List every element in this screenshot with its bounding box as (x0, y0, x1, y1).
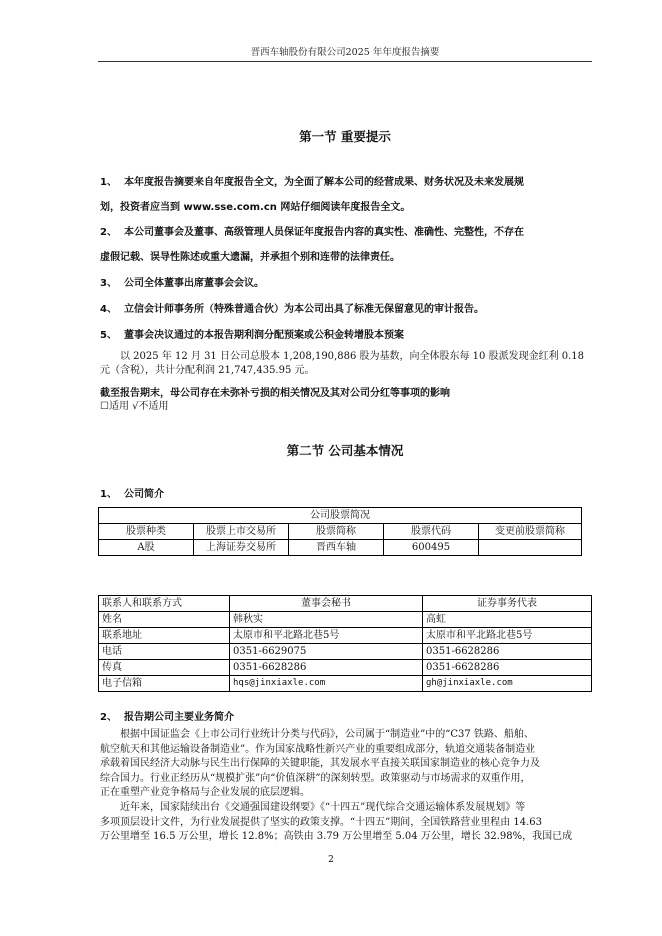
notice-item-text: 立信会计师事务所（特殊普通合伙）为本公司出具了标准无保留意见的审计报告。 (124, 304, 484, 315)
table-header-cell: 联系人和联系方式 (99, 596, 230, 612)
notice-item-5 (100, 323, 592, 348)
table-cell: 太原市和平北路北巷5号 (230, 628, 423, 644)
table-header-cell: 股票上市交易所 (194, 524, 289, 540)
dividend-plan-line2: 元（含税），共计分配利润 21,747,435.95 元。 (100, 365, 315, 376)
table-cell: 韩秋实 (230, 612, 423, 628)
table-row (99, 628, 592, 644)
notice-item-text-cont: 划，投资者应当到 www.sse.com.cn 网站仔细阅读年度报告全文。 (100, 202, 411, 213)
running-header: 晋西车轴股份有限公司2025 年年度报告摘要 (250, 47, 440, 58)
dividend-plan-line1: 以 2025 年 12 月 31 日公司总股本 1,208,190,886 股为基数，向全体股东每 10 股派发现金红利 0.18 (120, 351, 585, 362)
notice-item-number: 2、 (100, 227, 117, 238)
loss-heading: 截至报告期末，母公司存在未弥补亏损的相关情况及其对公司分红等事项的影响 (100, 388, 450, 399)
table-cell: 0351-6628286 (230, 660, 423, 676)
table-cell: 高虹 (423, 612, 592, 628)
notice-item-text: 本年度报告摘要来自年度报告全文，为全面了解本公司的经营成果、财务状况及未来发展规 (124, 177, 524, 188)
notice-item-3 (100, 271, 592, 296)
contact-info-table (98, 595, 592, 692)
table-cell: 600495 (384, 540, 479, 556)
subsection-company-profile (100, 482, 592, 507)
paragraph-line: 正在重塑产业竞争格局与企业发展的底层逻辑。 (100, 787, 310, 798)
table-cell: 姓名 (99, 612, 230, 628)
subsection-label: 公司简介 (124, 489, 164, 500)
subsection-business-overview (100, 705, 592, 730)
table-cell: 电子信箱 (99, 676, 230, 692)
table-header-cell: 股票种类 (99, 524, 194, 540)
business-paragraph-2 (100, 801, 592, 845)
paragraph-line: 综合国力。行业正经历从“规模扩张”向“价值深耕”的深刻转型。政策驱动与市场需求的双重作用， (100, 772, 531, 784)
page-number: 2 (328, 855, 334, 865)
dividend-plan (100, 350, 592, 378)
table-header-row (99, 524, 582, 540)
table-row (99, 676, 592, 692)
paragraph-line: 承载着国民经济大动脉与民生出行保障的关键职能，其发展水平直接关联国家制造业的核心竞争力及 (100, 758, 540, 769)
table-cell: 传真 (99, 660, 230, 676)
table-cell: 电话 (99, 644, 230, 660)
table-cell: 联系地址 (99, 628, 230, 644)
table-cell (479, 540, 582, 556)
notice-item-1 (100, 170, 592, 220)
business-paragraph-1 (100, 728, 592, 801)
notice-item-4 (100, 297, 592, 322)
notice-item-text: 公司全体董事出席董事会会议。 (124, 278, 264, 289)
table-cell: A股 (99, 540, 194, 556)
table-header-cell: 证券事务代表 (423, 596, 592, 612)
notice-item-text: 董事会决议通过的本报告期利润分配预案或公积金转增股本预案 (124, 330, 404, 341)
table-row (99, 644, 592, 660)
section2-title: 第二节 公司基本情况 (286, 443, 404, 458)
subsection-number: 1、 (100, 489, 117, 500)
paragraph-line: 万公里增至 16.5 万公里，增长 12.8%；高铁由 3.79 万公里增至 5.04 万公里，增长 32.98%，我国已成 (100, 831, 573, 842)
table-header-cell: 变更前股票简称 (479, 524, 582, 540)
table-row (99, 540, 582, 556)
notice-item-number: 5、 (100, 330, 117, 341)
stock-overview-table (98, 507, 582, 556)
header-divider (98, 61, 592, 62)
notice-item-number: 3、 (100, 278, 117, 289)
notice-item-text: 本公司董事会及董事、高级管理人员保证年度报告内容的真实性、准确性、完整性，不存在 (124, 227, 524, 238)
table-row (99, 612, 592, 628)
email-link[interactable]: gh@jinxiaxle.com (423, 676, 592, 692)
notice-item-2 (100, 220, 592, 270)
paragraph-line: 根据中国证监会《上市公司行业统计分类与代码》，公司属于“制造业”中的“C37 铁路、船舶、 (100, 729, 534, 740)
table-header-cell: 股票代码 (384, 524, 479, 540)
notice-item-number: 1、 (100, 177, 117, 188)
applicable-checkbox-line: ☐适用 √不适用 (100, 401, 169, 412)
paragraph-line: 近年来，国家陆续出台《交通强国建设纲要》《“十四五”现代综合交通运输体系发展规划》等 (100, 802, 526, 813)
table-header-row (99, 596, 592, 612)
table-header-cell: 董事会秘书 (230, 596, 423, 612)
table-caption: 公司股票简况 (99, 508, 582, 524)
section1-title: 第一节 重要提示 (299, 129, 391, 144)
table-header-cell: 股票简称 (289, 524, 384, 540)
table-cell: 太原市和平北路北巷5号 (423, 628, 592, 644)
subsection-number: 2、 (100, 712, 117, 723)
paragraph-line: 航空航天和其他运输设备制造业”。作为国家战略性新兴产业的重要组成部分，轨道交通装备制造业 (100, 743, 536, 755)
notice-item-text-cont: 虚假记载、误导性陈述或重大遗漏，并承担个别和连带的法律责任。 (100, 252, 400, 263)
table-cell: 0351-6628286 (423, 644, 592, 660)
table-cell: 晋西车轴 (289, 540, 384, 556)
table-row (99, 660, 592, 676)
email-link[interactable]: hqs@jinxiaxle.com (230, 676, 423, 692)
paragraph-line: 多项顶层设计文件，为行业发展提供了坚实的政策支撑。“十四五”期间，全国铁路营业里程由 14.63 (100, 816, 543, 828)
table-cell: 0351-6628286 (423, 660, 592, 676)
table-cell: 0351-6629075 (230, 644, 423, 660)
subsection-label: 报告期公司主要业务简介 (124, 712, 234, 723)
table-cell: 上海证券交易所 (194, 540, 289, 556)
notice-item-number: 4、 (100, 304, 117, 315)
